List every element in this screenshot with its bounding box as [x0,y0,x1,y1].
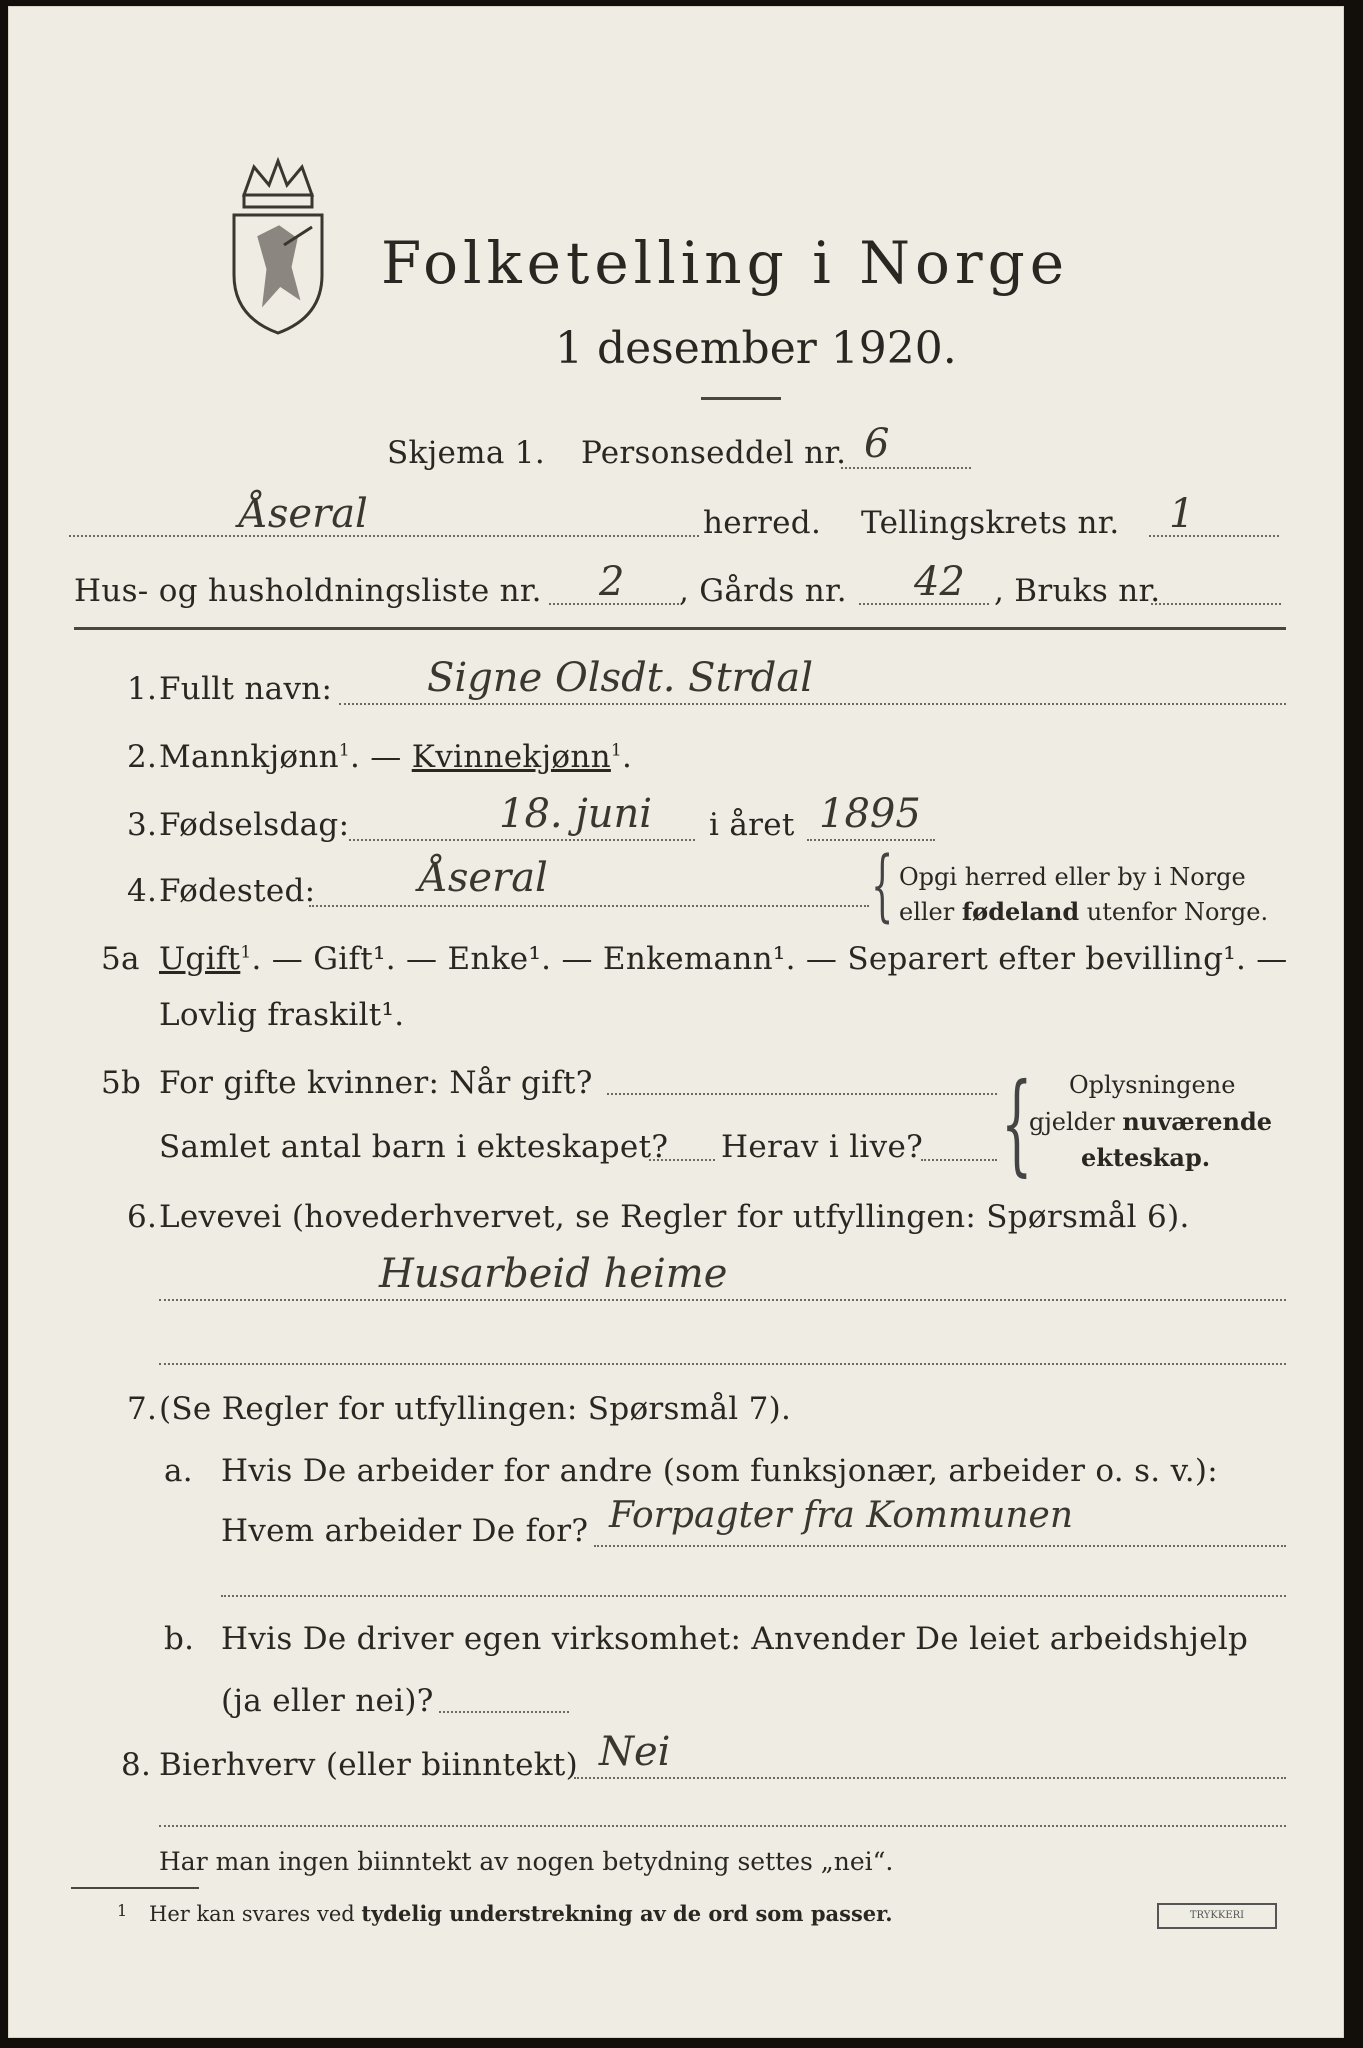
herred-label: herred. [703,505,822,541]
q4-brace: { [871,841,894,931]
q8-line2 [159,1825,1286,1827]
q8-line1 [574,1777,1286,1779]
q3-label: Fødselsdag: [159,807,350,843]
q7b-letter: b. [164,1621,195,1657]
q5b-number: 5b [101,1065,142,1101]
q5a-number: 5a [101,941,140,977]
q5b-line2 [649,1159,715,1161]
bruks-label: , Bruks nr. [994,573,1161,609]
footnote-divider [71,1887,199,1889]
q3-value: 18. juni [499,791,653,837]
q3-year-label: i året [709,807,795,843]
q8-value: Nei [599,1729,671,1775]
q5b-note-line1: Oplysningene [1069,1071,1236,1099]
hus-line [549,603,679,605]
personseddel-line [841,467,971,469]
q7-number: 7. [127,1391,158,1427]
q5b-note-line3: ekteskap. [1081,1143,1211,1172]
q7b-line [439,1711,569,1713]
q2-number: 2. [127,739,158,775]
q5b-line3 [921,1159,997,1161]
form-title: Folketelling i Norge [381,229,1070,297]
q5b-line1 [607,1093,997,1095]
footnote-text: Her kan svares ved tydelig understrekning av de ord som passer. [149,1901,893,1926]
q8-number: 8. [121,1747,152,1783]
gards-label: , Gårds nr. [679,573,847,609]
q6-label: Levevei (hovederhvervet, se Regler for utfyllingen: Spørsmål 6). [159,1199,1190,1235]
q7a-letter: a. [164,1453,193,1489]
coat-of-arms-icon [224,157,332,337]
footnote-mark: 1 [117,1901,128,1920]
personseddel-label: Personseddel nr. [581,435,847,471]
q2-male: Mannkjønn [159,739,339,775]
q4-value: Åseral [419,855,548,901]
q5a-line2: Lovlig fraskilt¹. [159,997,405,1033]
q4-note-line1: Opgi herred eller by i Norge [899,863,1246,891]
q5b-label2: Samlet antal barn i ekteskapet? [159,1129,669,1165]
q7b-label2: (ja eller nei)? [221,1683,434,1719]
herred-line [69,535,699,537]
q2-options: Mannkjønn$^1$. — Kvinnekjønn$^1$. [159,739,633,775]
q8-label: Bierhverv (eller biinntekt) [159,1747,579,1783]
q3-number: 3. [127,807,158,843]
q5a-ugift: Ugift [159,941,241,977]
personseddel-value: 6 [864,421,890,467]
census-date: 1 desember 1920. [555,323,957,374]
q5b-note-line2: gjelder nuværende [1029,1107,1273,1136]
q4-number: 4. [127,873,158,909]
q2-separator: . — [349,739,412,775]
q3-year-value: 1895 [819,791,921,837]
q7a-line2 [221,1595,1286,1597]
q1-value: Signe Olsdt. Strdal [427,655,814,701]
tellingskrets-label: Tellingskrets nr. [861,505,1120,541]
q4-label: Fødested: [159,873,316,909]
q7-label: (Se Regler for utfyllingen: Spørsmål 7). [159,1391,792,1427]
q5a-options: Ugift$^1$. — Gift¹. — Enke¹. — Enkemann¹. — Separert efter bevilling¹. — [159,941,1288,977]
gards-line [859,603,989,605]
biinntekt-note: Har man ingen biinntekt av nogen betydning settes „nei“. [159,1847,894,1876]
q5b-label1: For gifte kvinner: Når gift? [159,1065,593,1101]
tellingskrets-line [1149,535,1279,537]
q1-number: 1. [127,671,158,707]
q3-line [349,839,695,841]
q4-note-line2: eller fødeland utenfor Norge. [899,897,1269,926]
q7a-value: Forpagter fra Kommunen [609,1495,1074,1536]
printer-stamp: TRYKKERI [1157,1903,1277,1929]
tellingskrets-value: 1 [1169,491,1195,537]
bruks-line [1151,603,1281,605]
herred-value: Åseral [239,491,368,537]
q1-line [339,703,1286,705]
q4-line [309,905,869,907]
gards-value: 42 [914,559,965,605]
hus-label: Hus- og husholdningsliste nr. [74,573,542,609]
q5b-label3: Herav i live? [721,1129,924,1165]
q1-label: Fullt navn: [159,671,333,707]
q7a-label2: Hvem arbeider De for? [221,1513,589,1549]
q5b-brace: { [1001,1059,1033,1187]
q7a-line1 [594,1545,1286,1547]
q6-line2 [159,1363,1286,1365]
q6-line1 [159,1299,1286,1301]
title-divider [701,397,781,400]
q6-number: 6. [127,1199,158,1235]
q5a-rest: . — Gift¹. — Enke¹. — Enkemann¹. — Separert efter bevilling¹. — [251,941,1288,977]
header-divider [74,627,1286,630]
census-form [8,6,1344,2038]
q6-value: Husarbeid heime [379,1251,728,1297]
q2-female: Kvinnekjønn [411,739,611,775]
hus-value: 2 [599,559,625,605]
q7a-label: Hvis De arbeider for andre (som funksjonær, arbeider o. s. v.): [221,1453,1219,1489]
q7b-label: Hvis De driver egen virksomhet: Anvender De leiet arbeidshjelp [221,1621,1249,1657]
schema-label: Skjema 1. [387,435,545,471]
